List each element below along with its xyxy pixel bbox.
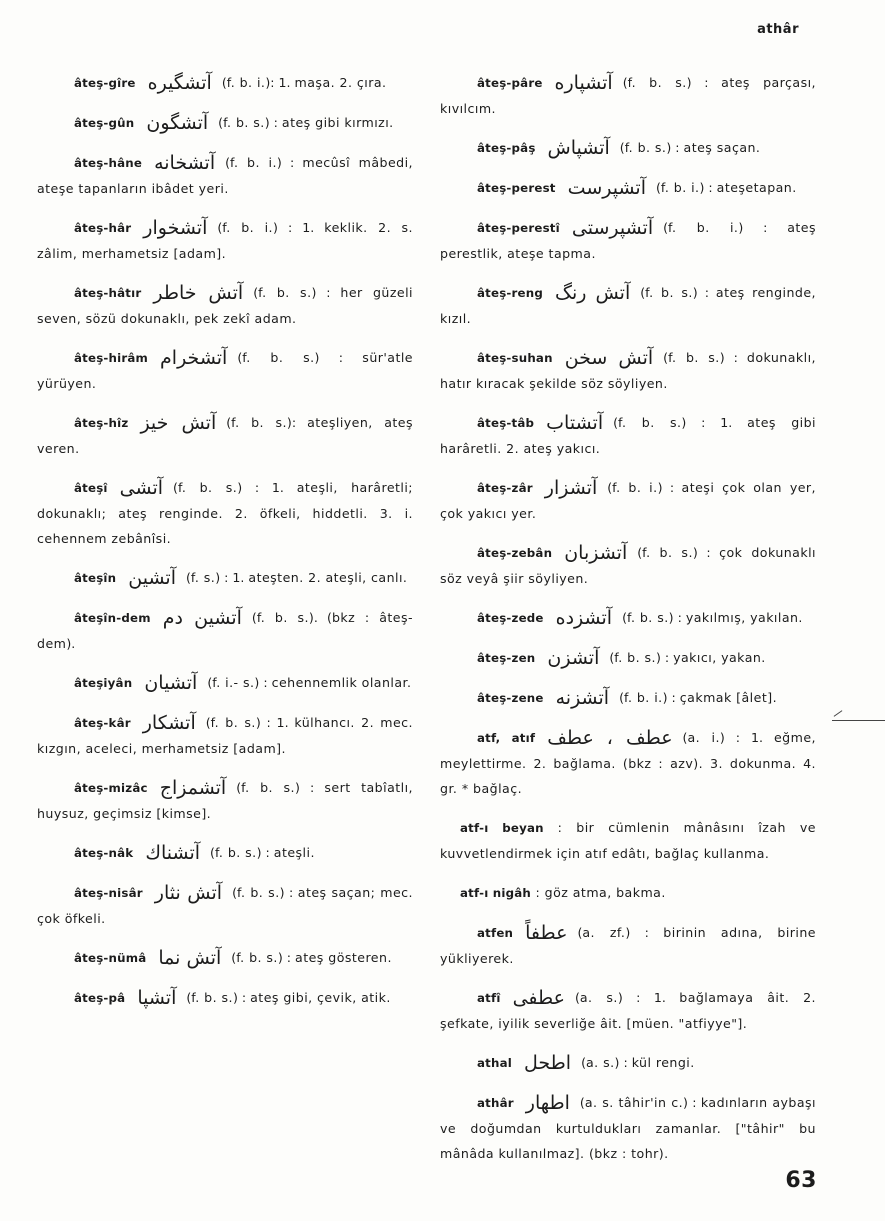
- entry-headword: âteş-hîz: [74, 416, 129, 430]
- entry-headword: âteş-perest: [477, 181, 556, 195]
- dictionary-entry: [37, 605, 413, 656]
- entry-headword: âteş-perestî: [477, 221, 560, 235]
- entry-arabic-script: آتشزبان: [564, 542, 628, 564]
- entry-definition: (f. b. s.) : yakılmış, yakılan.: [622, 610, 803, 625]
- dictionary-entry: [440, 880, 816, 906]
- dictionary-entry: [440, 985, 816, 1036]
- entry-definition: (f. b. s.) : yakıcı, yakan.: [609, 650, 766, 665]
- entry-definition: (f. b. s.) : her güzeli seven, sözü dokunaklı, pek zekî adam.: [37, 285, 413, 326]
- entry-arabic-script: آتشخرام: [160, 347, 228, 369]
- dictionary-entry: [440, 540, 816, 591]
- entry-headword: âteş-zâr: [477, 481, 533, 495]
- dictionary-entry: [440, 345, 816, 396]
- entry-definition: (f. b. s.): ateşliyen, ateş veren.: [37, 415, 413, 456]
- entry-definition: (f. b. s.) : ateş saçan.: [619, 140, 761, 155]
- entry-headword: atfî: [477, 991, 501, 1005]
- dictionary-entry: [440, 410, 816, 461]
- entry-definition: (f. b. s.) : ateşli.: [210, 845, 315, 860]
- entry-headword: âteş-kâr: [74, 716, 131, 730]
- entry-headword: âteş-hâne: [74, 156, 143, 170]
- entry-arabic-script: آتش خاطر: [153, 282, 244, 304]
- entry-headword: âteşîn-dem: [74, 611, 151, 625]
- entry-arabic-script: آتش نثار: [154, 882, 223, 904]
- entry-definition: (f. b. i.): 1. maşa. 2. çıra.: [221, 75, 387, 90]
- entry-definition: (f. b. i.) : ateş perestlik, ateşe tapma.: [440, 220, 816, 261]
- entry-arabic-script: آتشزار: [544, 477, 598, 499]
- dictionary-entry: [37, 840, 413, 866]
- entry-definition: (f. b. s.) : 1. külhancı. 2. mec. kızgın, aceleci, merhametsiz [adam].: [37, 715, 413, 756]
- entry-arabic-script: آتش سخن: [564, 347, 654, 369]
- entry-definition: (a. s.) : kül rengi.: [581, 1055, 695, 1070]
- entry-headword: atf-ı nigâh: [460, 886, 532, 900]
- entry-definition: (f. s.) : 1. ateşten. 2. ateşli, canlı.: [185, 570, 408, 585]
- entry-headword: âteş-zen: [477, 651, 536, 665]
- entry-arabic-script: آتشپرستی: [571, 217, 654, 239]
- dictionary-entry: [37, 670, 413, 696]
- entry-arabic-script: آتش خیز: [140, 412, 217, 434]
- dictionary-entry: [440, 175, 816, 201]
- dictionary-entry: [37, 945, 413, 971]
- dictionary-entry: [37, 880, 413, 931]
- entry-definition: (a. s. tâhir'in c.) : kadınların aybaşı ve doğumdan kurtuldukları zamanlar. ["tâhir" bu mânâda kullanılmaz]. (bkz : tohr).: [440, 1095, 816, 1161]
- entry-arabic-script: آتشزده: [555, 607, 613, 629]
- dictionary-entry: [37, 565, 413, 591]
- dictionary-entry: [440, 215, 816, 266]
- entry-arabic-script: آتشگیره: [147, 72, 212, 94]
- entry-arabic-script: آتشخانه: [154, 152, 216, 174]
- dictionary-entry: [37, 150, 413, 201]
- dictionary-entry: [440, 70, 816, 121]
- dictionary-entry: [440, 645, 816, 671]
- running-head: athâr: [757, 22, 799, 37]
- dictionary-entry: [37, 280, 413, 331]
- entry-headword: âteşîn: [74, 571, 117, 585]
- entry-arabic-script: آتش نما: [158, 947, 222, 969]
- dictionary-entry: [440, 475, 816, 526]
- entry-headword: âteş-zede: [477, 611, 544, 625]
- entry-arabic-script: آتشخوار: [143, 217, 208, 239]
- entry-headword: âteş-nâk: [74, 846, 134, 860]
- dictionary-entry: [440, 920, 816, 971]
- entry-arabic-script: اطحل: [524, 1052, 572, 1074]
- entry-arabic-script: آتشناك: [145, 842, 201, 864]
- entry-headword: atf-ı beyan: [460, 821, 544, 835]
- entry-headword: âteş-gûn: [74, 116, 135, 130]
- entry-definition: : göz atma, bakma.: [535, 885, 666, 900]
- dictionary-entry: [37, 345, 413, 396]
- entry-definition: (f. b. s.) : dokunaklı, hatır kıracak şekilde söz söyliyen.: [440, 350, 816, 391]
- entry-definition: (f. b. s.) : ateş saçan; mec. çok öfkeli.: [37, 885, 413, 926]
- left-column: [37, 70, 413, 1025]
- entry-definition: (f. b. i.) : ateşetapan.: [655, 180, 797, 195]
- dictionary-entry: [440, 685, 816, 711]
- entry-definition: (a. zf.) : birinin adına, birine yükliyerek.: [440, 925, 816, 966]
- entry-arabic-script: آتشین دم: [162, 607, 242, 629]
- dictionary-entry: [37, 410, 413, 461]
- entry-arabic-script: آتشكار: [142, 712, 196, 734]
- entry-definition: (f. b. s.) : 1. ateşli, harâretli; dokunaklı; ateş renginde. 2. öfkeli, hiddetli. 3. i. cehennem zebânîsi.: [37, 480, 413, 546]
- entry-arabic-script: آتشگون: [146, 112, 209, 134]
- entry-definition: (f. b. s.) : sür'atle yürüyen.: [37, 350, 413, 391]
- dictionary-entry: [37, 985, 413, 1011]
- dictionary-entry: [440, 1050, 816, 1076]
- entry-headword: âteş-tâb: [477, 416, 535, 430]
- entry-definition: (f. b. i.) : 1. keklik. 2. s. zâlim, merhametsiz [adam].: [37, 220, 413, 261]
- entry-arabic-script: آتشیان: [144, 672, 198, 694]
- entry-definition: (f. b. i.) : ateşi çok olan yer, çok yakıcı yer.: [440, 480, 816, 521]
- entry-headword: âteş-zebân: [477, 546, 553, 560]
- entry-headword: âteş-nisâr: [74, 886, 143, 900]
- entry-arabic-script: عطفی: [512, 987, 565, 1009]
- entry-definition: (a. s.) : 1. bağlamaya âit. 2. şefkate, iyilik severliğe âit. [müen. "atfiyye"].: [440, 990, 816, 1031]
- entry-headword: âteş-hirâm: [74, 351, 149, 365]
- entry-headword: âteş-mizâc: [74, 781, 148, 795]
- dictionary-entry: [37, 215, 413, 266]
- entry-headword: âteş-reng: [477, 286, 543, 300]
- entry-headword: âteş-suhan: [477, 351, 553, 365]
- entry-arabic-script: آتشین: [128, 567, 176, 589]
- entry-headword: atfen: [477, 926, 514, 940]
- entry-arabic-script: عطف ، عطف: [547, 727, 673, 749]
- entry-arabic-script: آتشپا: [137, 987, 177, 1009]
- entry-arabic-script: آتشپاش: [547, 137, 610, 159]
- entry-definition: : bir cümlenin mânâsını îzah ve kuvvetlendirmek için atıf edâtı, bağlaç kullanma.: [440, 820, 816, 861]
- dictionary-entry: [440, 1090, 816, 1166]
- entry-headword: âteşiyân: [74, 676, 133, 690]
- entry-definition: (f. b. s.) : çok dokunaklı söz veyâ şiir söyliyen.: [440, 545, 816, 586]
- entry-definition: (f. b. s.) : ateş gösteren.: [231, 950, 392, 965]
- dictionary-entry: [37, 475, 413, 551]
- entry-definition: (f. b. s.). (bkz : âteş-dem).: [37, 610, 414, 651]
- entry-arabic-script: آتشزنه: [555, 687, 610, 709]
- entry-definition: (f. b. i.) : mecûsî mâbedi, ateşe tapanların ibâdet yeri.: [37, 155, 413, 196]
- page-number: 63: [785, 1168, 817, 1193]
- entry-arabic-script: آتشتاب: [546, 412, 604, 434]
- entry-headword: athal: [477, 1056, 513, 1070]
- right-column: [440, 70, 816, 1180]
- entry-arabic-script: آتشمزاج: [159, 777, 227, 799]
- entry-headword: âteş-zene: [477, 691, 544, 705]
- entry-arabic-script: آتشپاره: [554, 72, 613, 94]
- dictionary-entry: [440, 605, 816, 631]
- entry-definition: (f. b. s.) : ateş parçası, kıvılcım.: [440, 75, 816, 116]
- entry-definition: (f. i.- s.) : cehennemlik olanlar.: [207, 675, 412, 690]
- entry-headword: âteş-gîre: [74, 76, 136, 90]
- dictionary-entry: [440, 725, 816, 801]
- entry-arabic-script: آتشزن: [547, 647, 600, 669]
- dictionary-entry: [37, 70, 413, 96]
- entry-headword: âteş-hâr: [74, 221, 132, 235]
- dictionary-entry: [440, 135, 816, 161]
- entry-definition: (f. b. s.) : sert tabîatlı, huysuz, geçimsiz [kimse].: [37, 780, 413, 821]
- dictionary-entry: [37, 775, 413, 826]
- entry-headword: atf, atıf: [477, 731, 536, 745]
- entry-headword: âteş-nümâ: [74, 951, 147, 965]
- margin-mark-tick: [834, 710, 843, 717]
- entry-arabic-script: آتشپرست: [567, 177, 646, 199]
- entry-definition: (a. i.) : 1. eğme, meylettirme. 2. bağlama. (bkz : azv). 3. dokunma. 4. gr. * bağlaç.: [440, 730, 816, 796]
- entry-headword: athâr: [477, 1096, 514, 1110]
- entry-arabic-script: اطهار: [525, 1092, 570, 1114]
- dictionary-entry: [440, 280, 816, 331]
- entry-definition: (f. b. s.) : ateş gibi, çevik, atik.: [186, 990, 391, 1005]
- entry-headword: âteş-pâş: [477, 141, 536, 155]
- entry-arabic-script: آتشی: [119, 477, 164, 499]
- entry-headword: âteşî: [74, 481, 108, 495]
- entry-definition: (f. b. s.) : 1. ateş gibi harâretli. 2. ateş yakıcı.: [440, 415, 816, 456]
- entry-arabic-script: آتش رنگ: [554, 282, 631, 304]
- margin-mark-line: [832, 720, 885, 721]
- entry-definition: (f. b. s.) : ateş gibi kırmızı.: [218, 115, 394, 130]
- entry-headword: âteş-pâ: [74, 991, 126, 1005]
- entry-definition: (f. b. s.) : ateş renginde, kızıl.: [440, 285, 816, 326]
- entry-definition: (f. b. i.) : çakmak [âlet].: [619, 690, 778, 705]
- entry-arabic-script: عطفاً: [525, 922, 568, 944]
- entry-headword: âteş-hâtır: [74, 286, 142, 300]
- dictionary-entry: [37, 710, 413, 761]
- entry-headword: âteş-pâre: [477, 76, 543, 90]
- dictionary-entry: [37, 110, 413, 136]
- dictionary-entry: [440, 815, 816, 866]
